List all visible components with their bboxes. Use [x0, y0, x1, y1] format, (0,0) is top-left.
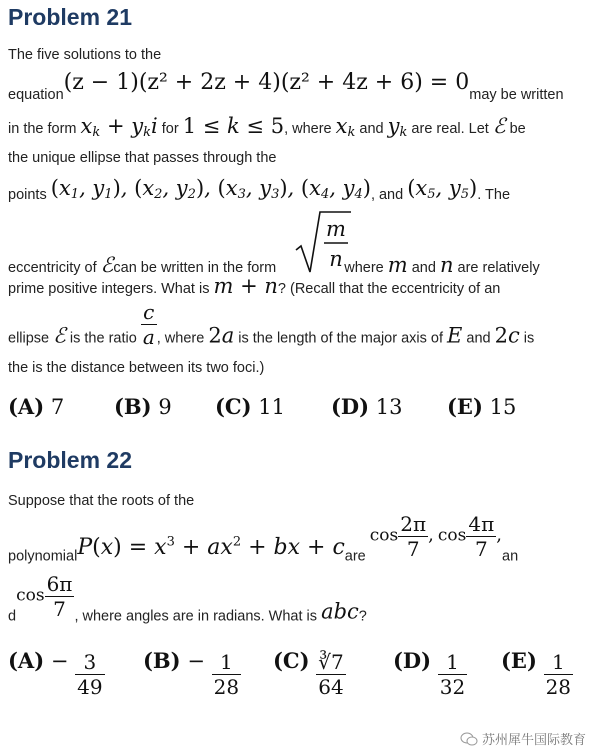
math-xk-yki: $x_k + y_ki$ — [80, 114, 158, 140]
text: is — [519, 330, 535, 347]
choice-e[interactable]: (E) $\frac{1}{28}$ — [501, 648, 572, 699]
text: and — [462, 330, 495, 347]
text: and — [407, 260, 440, 276]
choice-e[interactable]: (E) 15 — [447, 394, 517, 419]
math-m-plus-n: m + n — [213, 274, 278, 298]
text: , where angles are in radians. What is — [74, 608, 322, 625]
math-point-5: ($x_5$, $y_5$) — [407, 176, 478, 202]
text: in the form — [8, 121, 81, 137]
fraction-4pi-7: $\frac{4\pi}{7}$ — [468, 512, 495, 561]
fraction-2pi-7: $\frac{2\pi}{7}$ — [400, 512, 427, 561]
choice-a[interactable]: (A) − $\frac{3}{49}$ — [8, 648, 103, 699]
math-points: ($x_1$, $y_1$), ($x_2$, $y_2$), ($x_3$, $y_3$), ($x_4$, $y_4$) — [50, 176, 371, 202]
math-yk: $y_k$ — [387, 114, 408, 140]
choice-c[interactable]: (C) 11 — [215, 394, 286, 419]
choice-b[interactable]: (B) 9 — [114, 394, 172, 419]
text: prime positive integers. What is — [8, 281, 214, 297]
svg-text:m: m — [326, 217, 346, 241]
text: and — [355, 121, 388, 137]
problem-22-line-3 — [8, 572, 367, 624]
text: ellipse — [8, 330, 54, 347]
math-cos: cos — [16, 585, 45, 606]
fraction-6pi-7: $\frac{6\pi}{7}$ — [46, 572, 73, 621]
text: is the ratio — [65, 330, 141, 347]
text: d — [8, 608, 17, 625]
text: , where — [156, 330, 209, 347]
math-abc: abc — [321, 599, 359, 624]
text: are relatively — [453, 260, 540, 276]
text: equation — [8, 87, 64, 103]
svg-text:n: n — [329, 247, 343, 271]
fraction-c-over-a: $\frac{c}{a}$ — [142, 300, 155, 349]
math-cos: cos — [369, 525, 399, 546]
math-range: 1 ≤ k ≤ 5 — [182, 114, 285, 138]
text: , and — [370, 187, 408, 203]
text: ? — [358, 608, 367, 625]
watermark — [460, 729, 586, 748]
watermark-text: 苏州犀牛国际教育 — [481, 732, 586, 747]
math-E: E — [447, 323, 463, 348]
comma: , — [496, 524, 502, 546]
math-ellipse-E: ℰ — [100, 253, 114, 277]
wechat-icon — [460, 732, 478, 746]
text: ? (Recall that the eccentricity of an — [277, 281, 501, 297]
problem-21-line-1: The five solutions to the — [8, 47, 162, 63]
problem-21-line-5 — [8, 176, 510, 203]
problem-21-line-4: the unique ellipse that passes through the — [8, 150, 277, 166]
problem-21-title: Problem 21 — [8, 4, 132, 30]
problem-21-line-2 — [8, 70, 564, 103]
text: for — [157, 121, 183, 137]
text: be — [505, 121, 526, 137]
problem-22-line-2 — [8, 512, 518, 564]
text: are — [344, 548, 366, 565]
problem-21-line-9: the is the distance between its two foci.) — [8, 360, 265, 376]
math-2c: 2c — [494, 323, 520, 348]
text: where — [340, 260, 388, 276]
math-m: m — [387, 253, 408, 277]
choice-b[interactable]: (B) − $\frac{1}{28}$ — [143, 648, 240, 699]
math-n: n — [439, 253, 454, 277]
text: an — [502, 548, 519, 565]
comma: , — [428, 524, 434, 546]
text: polynomial — [8, 548, 78, 565]
text: can be written in the form — [113, 260, 281, 276]
choice-c[interactable]: (C) $\frac{∛7}{64}$ — [273, 648, 344, 699]
problem-21-line-3 — [8, 114, 526, 140]
text: are real. Let — [407, 121, 493, 137]
text: points — [8, 187, 51, 203]
choice-a[interactable]: (A) 7 — [8, 394, 65, 419]
math-cos: cos — [437, 525, 467, 546]
text: may be written — [469, 87, 564, 103]
text: . The — [477, 187, 511, 203]
math-xk: $x_k$ — [335, 114, 356, 140]
text: is the length of the major axis of — [234, 330, 448, 347]
choice-d[interactable]: (D) 13 — [331, 394, 403, 419]
math-ellipse-E: ℰ — [492, 114, 506, 138]
math-ellipse-E: ℰ — [53, 323, 66, 348]
choice-d[interactable]: (D) $\frac{1}{32}$ — [393, 648, 466, 699]
text: , where — [284, 121, 336, 137]
problem-21-line-7 — [8, 274, 500, 298]
math-2a: 2a — [208, 323, 235, 348]
equation: (z − 1)(z² + 2z + 4)(z² + 4z + 6) = 0 — [63, 70, 470, 95]
text: eccentricity of — [8, 260, 101, 276]
problem-22-line-1: Suppose that the roots of the — [8, 493, 195, 509]
problem-22-title: Problem 22 — [8, 447, 132, 473]
math-polynomial: $P(x) = x^3 + ax^2$ + bx + c — [77, 535, 345, 561]
problem-21-line-8 — [8, 300, 534, 349]
